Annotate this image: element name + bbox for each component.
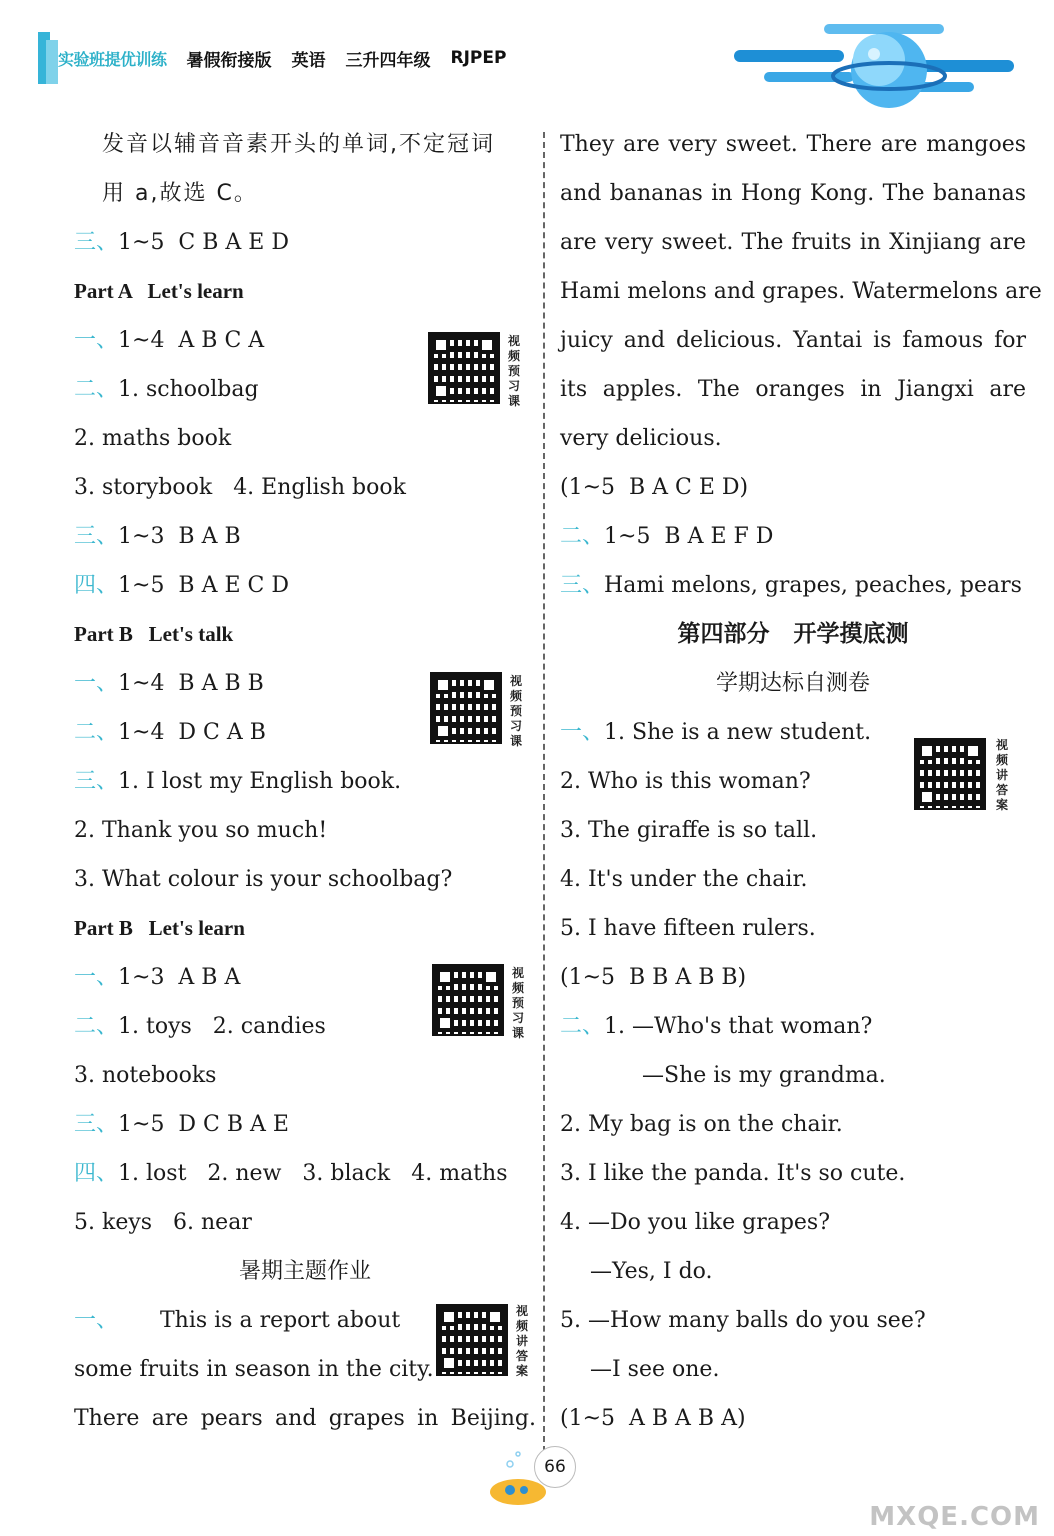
left-line <box>74 855 536 904</box>
line-text: Part B Let's learn <box>74 916 245 940</box>
line-text: (1~5 B B A B B) <box>560 965 747 990</box>
line-text: 5. keys 6. near <box>74 1210 252 1235</box>
page-number: 66 <box>534 1446 576 1488</box>
left-line <box>74 561 536 610</box>
line-text: its apples. The oranges in Jiangxi are <box>560 377 1026 402</box>
line-text: 3. I like the panda. It's so cute. <box>560 1161 906 1186</box>
section-label: 一、 <box>74 965 119 990</box>
line-text: 1~4 D C A B <box>118 720 266 745</box>
section-label: 三、 <box>74 1112 119 1137</box>
right-line <box>560 904 1026 953</box>
line-text: There are pears and grapes in Beijing. <box>74 1406 536 1431</box>
right-line <box>560 610 1026 659</box>
line-text: 1~3 A B A <box>118 965 241 990</box>
watermark-text: MXQE.COM <box>869 1502 1040 1532</box>
right-line <box>560 659 1026 708</box>
line-text: 1. schoolbag <box>118 377 259 402</box>
line-text: and bananas in Hong Kong. The bananas <box>560 181 1026 206</box>
right-line <box>560 806 1026 855</box>
line-text: 2. Thank you so much! <box>74 818 328 843</box>
right-line <box>560 414 1026 463</box>
page-header <box>0 0 1054 120</box>
right-line <box>560 855 1026 904</box>
line-text: Part B Let's talk <box>74 622 234 646</box>
line-text: 学期达标自测卷 <box>715 671 870 696</box>
left-line <box>74 1394 536 1443</box>
right-line <box>560 1051 1026 1100</box>
left-line <box>74 1051 536 1100</box>
section-label: 一、 <box>74 328 119 353</box>
section-label: 二、 <box>74 377 119 402</box>
section-label: 一、 <box>74 1308 119 1333</box>
line-text: 1. —Who's that woman? <box>604 1014 873 1039</box>
line-text: some fruits in season in the city. <box>74 1357 434 1382</box>
right-line <box>560 463 1026 512</box>
section-label: 四、 <box>74 573 119 598</box>
line-text: They are very sweet. There are mangoes <box>560 132 1026 157</box>
qr-label: 视频讲答案 <box>996 738 1009 812</box>
qr-label: 视频预习课 <box>512 966 525 1040</box>
right-line <box>560 218 1026 267</box>
section-label: 三、 <box>74 769 119 794</box>
left-line <box>74 267 536 316</box>
line-text: 5. —How many balls do you see? <box>560 1308 926 1333</box>
header-stripe-decoration <box>0 32 58 84</box>
line-text: 1~5 D C B A E <box>118 1112 289 1137</box>
line-text: 1~4 A B C A <box>118 328 265 353</box>
left-line <box>74 218 536 267</box>
section-label: 一、 <box>74 671 119 696</box>
section-label: 四、 <box>74 1161 119 1186</box>
qr-label: 视频预习课 <box>510 674 523 748</box>
line-text: 2. Who is this woman? <box>560 769 811 794</box>
line-text: Hami melons, grapes, peaches, pears <box>604 573 1022 598</box>
right-line <box>560 1394 1026 1443</box>
right-line <box>560 1296 1026 1345</box>
left-line <box>74 757 536 806</box>
qr-label: 视频讲答案 <box>516 1304 529 1378</box>
line-text: 4. It's under the chair. <box>560 867 808 892</box>
right-line <box>560 365 1026 414</box>
line-text: 1~5 B A E F D <box>604 524 774 549</box>
header-title <box>58 44 506 72</box>
version-label: RJPEP <box>450 48 507 68</box>
line-text: 2. maths book <box>74 426 232 451</box>
brand-name: 实验班提优训练 <box>58 49 167 69</box>
line-text: are very sweet. The fruits in Xinjiang are <box>560 230 1026 255</box>
left-line <box>74 1149 536 1198</box>
section-label: 二、 <box>560 524 605 549</box>
qr-code-icon <box>914 738 986 810</box>
right-line <box>560 1100 1026 1149</box>
line-text: —Yes, I do. <box>590 1259 713 1284</box>
line-text: 1. She is a new student. <box>604 720 872 745</box>
left-line <box>74 1100 536 1149</box>
qr-code-icon <box>432 964 504 1036</box>
right-line <box>560 512 1026 561</box>
line-text: (1~5 A B A B A) <box>560 1406 746 1431</box>
line-text: 1~5 C B A E D <box>118 230 289 255</box>
section-label: 三、 <box>560 573 605 598</box>
left-line <box>74 1247 536 1296</box>
planet-illustration <box>724 10 1024 120</box>
line-text: 2. My bag is on the chair. <box>560 1112 843 1137</box>
left-line <box>74 610 536 659</box>
line-text: 4. —Do you like grapes? <box>560 1210 831 1235</box>
line-text: 1~5 B A E C D <box>118 573 289 598</box>
line-text: 3. notebooks <box>74 1063 217 1088</box>
grade-label: 三升四年级 <box>345 50 431 71</box>
left-line <box>74 120 536 169</box>
right-line <box>560 1149 1026 1198</box>
section-label: 三、 <box>74 524 119 549</box>
line-text: 第四部分 开学摸底测 <box>677 621 909 647</box>
right-line <box>560 1002 1026 1051</box>
edition-label: 暑假衔接版 <box>186 50 272 71</box>
section-label: 一、 <box>560 720 605 745</box>
right-line <box>560 169 1026 218</box>
left-line <box>74 512 536 561</box>
line-text: —She is my grandma. <box>642 1063 886 1088</box>
line-text: 1~3 B A B <box>118 524 241 549</box>
line-text: Hami melons and grapes. Watermelons are <box>560 279 1042 304</box>
qr-label: 视频预习课 <box>508 334 521 408</box>
line-text: 3. What colour is your schoolbag? <box>74 867 453 892</box>
right-line <box>560 1247 1026 1296</box>
qr-code-icon <box>430 672 502 744</box>
line-text: —I see one. <box>590 1357 720 1382</box>
section-label: 二、 <box>74 720 119 745</box>
section-label: 三、 <box>74 230 119 255</box>
subject-label: 英语 <box>291 50 326 71</box>
line-text: (1~5 B A C E D) <box>560 475 749 500</box>
right-line <box>560 561 1026 610</box>
line-text: 3. The giraffe is so tall. <box>560 818 818 843</box>
line-text: juicy and delicious. Yantai is famous for <box>560 328 1026 353</box>
line-text: 1. I lost my English book. <box>118 769 402 794</box>
section-label: 二、 <box>560 1014 605 1039</box>
line-text: 1~4 B A B B <box>118 671 264 696</box>
line-text: 暑期主题作业 <box>238 1259 371 1284</box>
column-divider <box>543 132 545 1452</box>
right-line <box>560 1345 1026 1394</box>
right-line <box>560 316 1026 365</box>
right-line <box>560 953 1026 1002</box>
line-text: Part A Let's learn <box>74 279 244 303</box>
left-line <box>74 463 536 512</box>
qr-code-icon <box>436 1304 508 1376</box>
left-line <box>74 169 536 218</box>
line-text: 1. lost 2. new 3. black 4. maths <box>118 1161 508 1186</box>
left-line <box>74 904 536 953</box>
line-text: 3. storybook 4. English book <box>74 475 406 500</box>
right-line <box>560 267 1042 316</box>
line-text: 发音以辅音音素开头的单词,不定冠词 <box>102 132 495 157</box>
line-text: 5. I have fifteen rulers. <box>560 916 816 941</box>
left-column <box>74 120 536 1443</box>
left-line <box>74 414 536 463</box>
line-text: 用 a,故选 C。 <box>102 181 258 206</box>
line-text: 1. toys 2. candies <box>118 1014 326 1039</box>
line-text: very delicious. <box>560 426 722 451</box>
line-text: This is a report about <box>118 1308 401 1333</box>
right-line <box>560 1198 1026 1247</box>
right-line <box>560 120 1026 169</box>
qr-code-icon <box>428 332 500 404</box>
section-label: 二、 <box>74 1014 119 1039</box>
left-line <box>74 1198 536 1247</box>
left-line <box>74 806 536 855</box>
